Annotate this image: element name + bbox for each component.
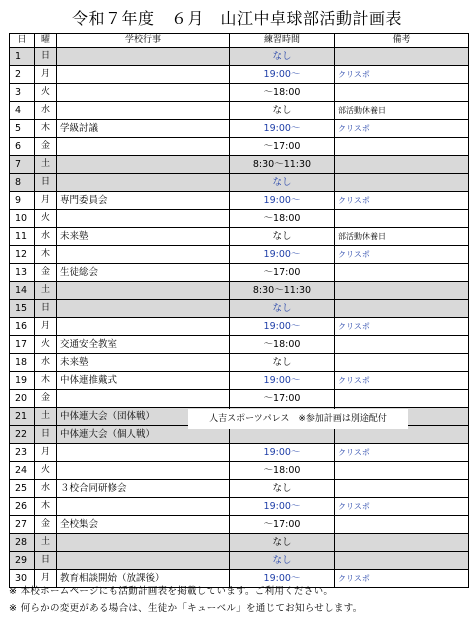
practice-time-cell: 8:30～11:30 xyxy=(230,156,335,174)
event-cell: 教育相談開始（放課後） xyxy=(57,570,230,588)
practice-time-cell: なし xyxy=(230,480,335,498)
day-cell: 4 xyxy=(10,102,35,120)
note-cell: クリスポ xyxy=(335,120,469,138)
table-row xyxy=(10,210,469,228)
weekday-cell: 金 xyxy=(35,138,57,156)
event-cell xyxy=(57,462,230,480)
event-cell: 中体連推戴式 xyxy=(57,372,230,390)
practice-time-cell: なし xyxy=(230,228,335,246)
table-row xyxy=(10,552,469,570)
event-cell xyxy=(57,156,230,174)
day-cell: 7 xyxy=(10,156,35,174)
day-cell: 11 xyxy=(10,228,35,246)
practice-time-cell: 19:00～ xyxy=(230,66,335,84)
note-cell xyxy=(335,462,469,480)
day-cell: 15 xyxy=(10,300,35,318)
note-cell xyxy=(335,390,469,408)
day-cell: 22 xyxy=(10,426,35,444)
table-row xyxy=(10,372,469,390)
note-cell: クリスポ xyxy=(335,318,469,336)
note-cell xyxy=(335,210,469,228)
table-row xyxy=(10,228,469,246)
weekday-cell: 火 xyxy=(35,84,57,102)
schedule-table xyxy=(9,33,469,588)
table-row xyxy=(10,120,469,138)
table-row xyxy=(10,192,469,210)
day-cell: 24 xyxy=(10,462,35,480)
note-cell xyxy=(335,174,469,192)
event-cell: 学級討議 xyxy=(57,120,230,138)
weekday-cell: 金 xyxy=(35,516,57,534)
event-cell: 専門委員会 xyxy=(57,192,230,210)
table-row xyxy=(10,246,469,264)
footer-note-changes: ※ 何らかの変更がある場合は、生徒か「キューベル」を通じてお知らせします。 xyxy=(9,603,363,614)
practice-time-cell: なし xyxy=(230,102,335,120)
weekday-cell: 土 xyxy=(35,282,57,300)
table-row xyxy=(10,498,469,516)
tournament-venue-note: 人吉スポーツパレス ※参加計画は別途配付 xyxy=(188,409,408,429)
event-cell xyxy=(57,174,230,192)
practice-time-cell: 19:00～ xyxy=(230,192,335,210)
page-title: 令和７年度 ６月 山江中卓球部活動計画表 xyxy=(71,9,402,28)
note-cell xyxy=(335,156,469,174)
note-cell xyxy=(335,552,469,570)
weekday-cell: 月 xyxy=(35,570,57,588)
weekday-cell: 月 xyxy=(35,192,57,210)
header-weekday: 曜 xyxy=(35,34,57,48)
practice-time-cell: ～17:00 xyxy=(230,138,335,156)
practice-time-cell: ～17:00 xyxy=(230,390,335,408)
day-cell: 28 xyxy=(10,534,35,552)
note-cell xyxy=(335,84,469,102)
header-notes: 備考 xyxy=(335,34,469,48)
table-row xyxy=(10,156,469,174)
weekday-cell: 金 xyxy=(35,264,57,282)
weekday-cell: 木 xyxy=(35,372,57,390)
day-cell: 27 xyxy=(10,516,35,534)
practice-time-cell: ～18:00 xyxy=(230,336,335,354)
note-cell xyxy=(335,354,469,372)
weekday-cell: 金 xyxy=(35,390,57,408)
weekday-cell: 日 xyxy=(35,300,57,318)
practice-time-cell: ～18:00 xyxy=(230,210,335,228)
weekday-cell: 水 xyxy=(35,354,57,372)
weekday-cell: 水 xyxy=(35,102,57,120)
event-cell: 中体連大会（個人戦） xyxy=(57,426,230,444)
event-cell xyxy=(57,138,230,156)
day-cell: 2 xyxy=(10,66,35,84)
day-cell: 14 xyxy=(10,282,35,300)
practice-time-cell: なし xyxy=(230,354,335,372)
event-cell xyxy=(57,102,230,120)
weekday-cell: 土 xyxy=(35,408,57,426)
note-cell: クリスポ xyxy=(335,246,469,264)
event-cell xyxy=(57,84,230,102)
note-cell: クリスポ xyxy=(335,498,469,516)
weekday-cell: 水 xyxy=(35,228,57,246)
table-row xyxy=(10,282,469,300)
practice-time-cell: ～17:00 xyxy=(230,264,335,282)
note-cell xyxy=(335,282,469,300)
note-cell xyxy=(335,300,469,318)
weekday-cell: 木 xyxy=(35,120,57,138)
practice-time-cell: なし xyxy=(230,534,335,552)
day-cell: 6 xyxy=(10,138,35,156)
event-cell: 全校集会 xyxy=(57,516,230,534)
day-cell: 16 xyxy=(10,318,35,336)
table-row xyxy=(10,534,469,552)
schedule-body xyxy=(10,48,469,588)
weekday-cell: 火 xyxy=(35,210,57,228)
weekday-cell: 日 xyxy=(35,426,57,444)
day-cell: 29 xyxy=(10,552,35,570)
practice-time-cell: 19:00～ xyxy=(230,444,335,462)
table-row xyxy=(10,444,469,462)
day-cell: 13 xyxy=(10,264,35,282)
table-row xyxy=(10,102,469,120)
practice-time-cell: 19:00～ xyxy=(230,372,335,390)
note-cell: クリスポ xyxy=(335,372,469,390)
day-cell: 19 xyxy=(10,372,35,390)
table-row xyxy=(10,336,469,354)
event-cell: 中体連大会（団体戦） xyxy=(57,408,230,426)
event-cell xyxy=(57,210,230,228)
event-cell: 生徒総会 xyxy=(57,264,230,282)
weekday-cell: 月 xyxy=(35,444,57,462)
practice-time-cell: 8:30～11:30 xyxy=(230,282,335,300)
note-cell: 部活動休養日 xyxy=(335,102,469,120)
header-practice-time: 練習時間 xyxy=(230,34,335,48)
note-cell xyxy=(335,480,469,498)
day-cell: 18 xyxy=(10,354,35,372)
day-cell: 1 xyxy=(10,48,35,66)
practice-time-cell: なし xyxy=(230,174,335,192)
day-cell: 5 xyxy=(10,120,35,138)
table-row xyxy=(10,480,469,498)
event-cell xyxy=(57,390,230,408)
practice-time-cell: 19:00～ xyxy=(230,318,335,336)
practice-time-cell: ～18:00 xyxy=(230,462,335,480)
event-cell xyxy=(57,66,230,84)
event-cell xyxy=(57,498,230,516)
practice-time-cell: 19:00～ xyxy=(230,570,335,588)
weekday-cell: 日 xyxy=(35,552,57,570)
event-cell xyxy=(57,444,230,462)
weekday-cell: 火 xyxy=(35,462,57,480)
table-row xyxy=(10,318,469,336)
note-cell xyxy=(335,516,469,534)
header-day: 日 xyxy=(10,34,35,48)
note-cell xyxy=(335,534,469,552)
table-row xyxy=(10,354,469,372)
weekday-cell: 日 xyxy=(35,174,57,192)
weekday-cell: 火 xyxy=(35,336,57,354)
footer-note-website: ※ 本校ホームページにも活動計画表を掲載しています。ご利用ください。 xyxy=(9,586,334,597)
day-cell: 17 xyxy=(10,336,35,354)
day-cell: 30 xyxy=(10,570,35,588)
practice-time-cell: なし xyxy=(230,552,335,570)
event-cell xyxy=(57,246,230,264)
day-cell: 8 xyxy=(10,174,35,192)
practice-time-cell: 19:00～ xyxy=(230,120,335,138)
day-cell: 26 xyxy=(10,498,35,516)
practice-time-cell: 19:00～ xyxy=(230,498,335,516)
weekday-cell: 土 xyxy=(35,156,57,174)
event-cell: 未来塾 xyxy=(57,354,230,372)
note-cell: クリスポ xyxy=(335,192,469,210)
day-cell: 10 xyxy=(10,210,35,228)
table-row xyxy=(10,300,469,318)
weekday-cell: 土 xyxy=(35,534,57,552)
note-cell xyxy=(335,336,469,354)
table-row xyxy=(10,84,469,102)
event-cell xyxy=(57,318,230,336)
practice-time-cell: ～18:00 xyxy=(230,84,335,102)
note-cell xyxy=(335,264,469,282)
practice-time-cell: 19:00～ xyxy=(230,246,335,264)
header-row xyxy=(10,34,469,48)
note-cell xyxy=(335,138,469,156)
day-cell: 3 xyxy=(10,84,35,102)
table-row xyxy=(10,462,469,480)
weekday-cell: 月 xyxy=(35,318,57,336)
header-school-event: 学校行事 xyxy=(57,34,230,48)
day-cell: 25 xyxy=(10,480,35,498)
day-cell: 23 xyxy=(10,444,35,462)
event-cell xyxy=(57,48,230,66)
weekday-cell: 木 xyxy=(35,246,57,264)
table-row xyxy=(10,174,469,192)
event-cell: 交通安全教室 xyxy=(57,336,230,354)
event-cell: 未来塾 xyxy=(57,228,230,246)
day-cell: 9 xyxy=(10,192,35,210)
event-cell xyxy=(57,300,230,318)
note-cell: クリスポ xyxy=(335,570,469,588)
note-cell: クリスポ xyxy=(335,444,469,462)
practice-time-cell: なし xyxy=(230,48,335,66)
event-cell xyxy=(57,534,230,552)
event-cell xyxy=(57,282,230,300)
weekday-cell: 月 xyxy=(35,66,57,84)
event-cell: ３校合同研修会 xyxy=(57,480,230,498)
weekday-cell: 木 xyxy=(35,498,57,516)
table-row xyxy=(10,48,469,66)
day-cell: 20 xyxy=(10,390,35,408)
table-row xyxy=(10,264,469,282)
practice-time-cell: ～17:00 xyxy=(230,516,335,534)
table-row xyxy=(10,138,469,156)
table-row xyxy=(10,66,469,84)
note-cell xyxy=(335,48,469,66)
day-cell: 21 xyxy=(10,408,35,426)
practice-time-cell: なし xyxy=(230,300,335,318)
note-cell: クリスポ xyxy=(335,66,469,84)
table-row xyxy=(10,390,469,408)
table-row xyxy=(10,516,469,534)
event-cell xyxy=(57,552,230,570)
weekday-cell: 水 xyxy=(35,480,57,498)
day-cell: 12 xyxy=(10,246,35,264)
note-cell: 部活動休養日 xyxy=(335,228,469,246)
weekday-cell: 日 xyxy=(35,48,57,66)
